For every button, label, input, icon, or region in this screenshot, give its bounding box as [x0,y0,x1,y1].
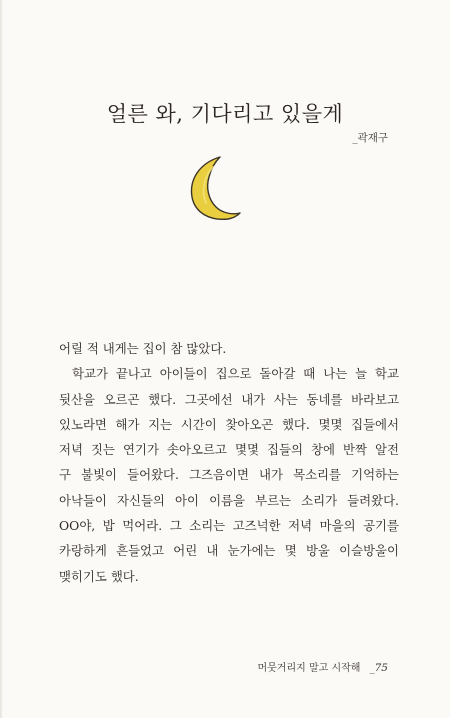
paragraph [59,361,399,589]
page-footer [257,659,388,674]
text-line: 뒷산을 오르곤 했다. 그곳에선 내가 사는 동네를 바라보고 [59,391,399,407]
author-name: _곽재구 [352,132,388,144]
text-line: 카랑하게 흔들었고 어린 내 눈가에는 몇 방울 이슬방울이 [59,543,399,559]
running-title: 머뭇거리지 말고 시작해 [257,663,361,674]
footer-separator: _ [369,663,375,674]
text-line: 어릴 적 내게는 집이 참 많았다. [59,341,227,356]
text-line: 저녁 짓는 연기가 솟아오르고 몇몇 집들의 창에 반짝 알전 [59,442,399,458]
page-number: 75 [374,662,388,674]
essay-title: 얼른 와, 기다리고 있을게 [106,102,344,127]
essay-body [59,336,399,589]
text-line: OO야, 밥 먹어라. 그 소리는 고즈넉한 저녁 마을의 공기를 [59,518,399,534]
text-line: 맺히기도 했다. [59,568,139,584]
text-line: 학교가 끝나고 아이들이 집으로 돌아갈 때 나는 늘 학교 [72,366,399,382]
crescent-moon-icon [186,153,246,225]
text-line: 있노라면 해가 지는 시간이 찾아오곤 했다. 몇몇 집들에서 [59,416,399,432]
text-line: 아낙들이 자신들의 아이 이름을 부르는 소리가 들려왔다. [59,492,399,508]
paragraph [59,336,399,361]
text-line: 구 불빛이 들어왔다. 그즈음이면 내가 목소리를 기억하는 [59,467,399,483]
